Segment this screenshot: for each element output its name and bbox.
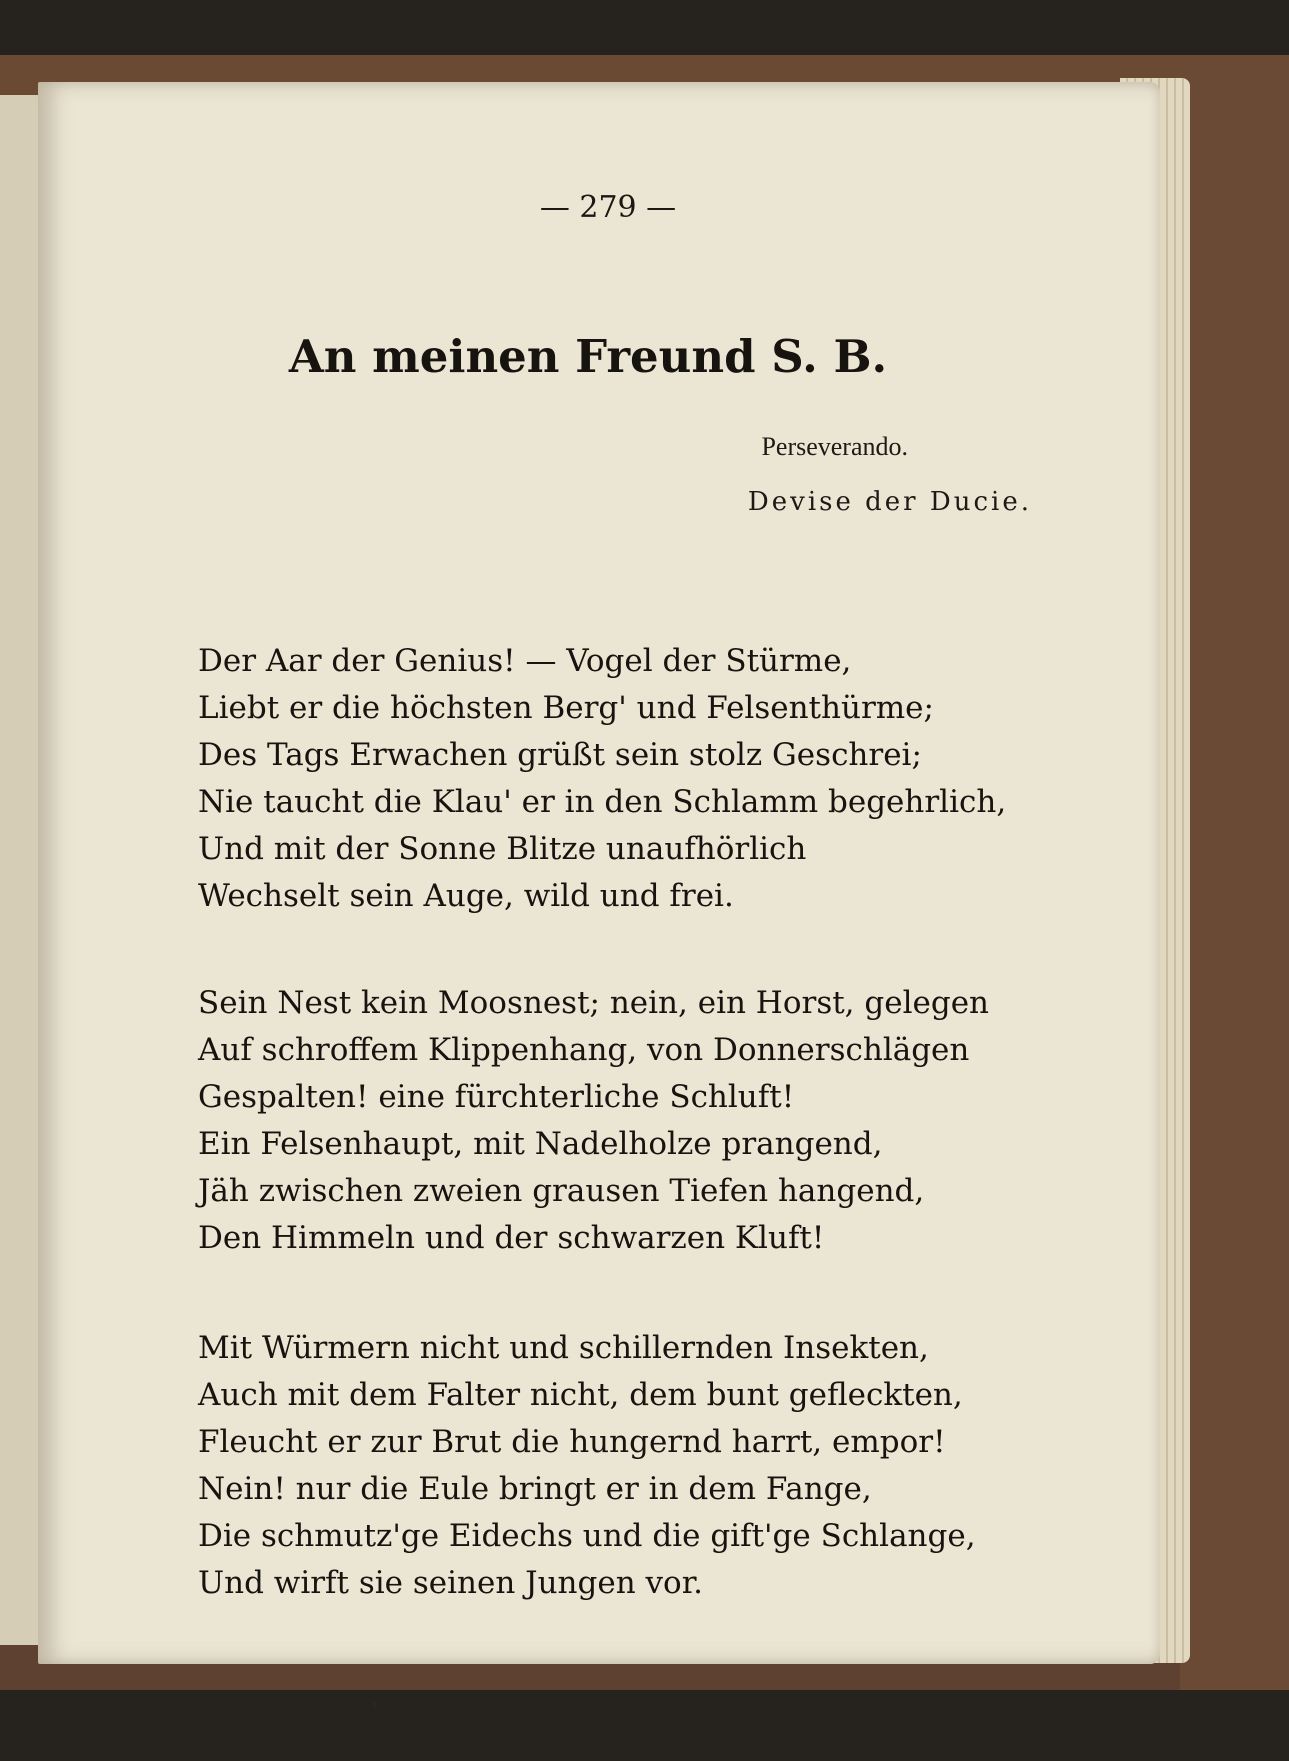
- stanza-3: [198, 1325, 1018, 1607]
- page-number: — 279 —: [539, 190, 677, 225]
- poem-line: Fleucht er zur Brut die hungernd harrt, empor!: [198, 1424, 946, 1460]
- poem-line: Der Aar der Genius! — Vogel der Stürme,: [198, 643, 852, 679]
- poem-line: Die schmutz'ge Eidechs und die gift'ge Schlange,: [198, 1518, 976, 1554]
- poem-line: Nie taucht die Klau' er in den Schlamm begehrlich,: [198, 784, 1007, 820]
- poem-line: Und wirft sie seinen Jungen vor.: [198, 1565, 703, 1601]
- poem-line: Mit Würmern nicht und schillernden Insekten,: [198, 1330, 929, 1366]
- poem-line: Auch mit dem Falter nicht, dem bunt gefleckten,: [198, 1377, 963, 1413]
- poem-title: An meinen Freund S. B.: [288, 330, 888, 383]
- poem-line: Ein Felsenhaupt, mit Nadelholze prangend,: [198, 1126, 883, 1162]
- stanza-2: [198, 980, 1018, 1262]
- poem-line: Sein Nest kein Moosnest; nein, ein Horst, gelegen: [198, 985, 989, 1021]
- poem-line: Nein! nur die Eule bringt er in dem Fange,: [198, 1471, 872, 1507]
- poem-line: Auf schroffem Klippenhang, von Donnerschlägen: [198, 1032, 970, 1068]
- ink-speck: [373, 1702, 377, 1707]
- poem-line: Jäh zwischen zweien grausen Tiefen hangend,: [198, 1173, 925, 1209]
- book-page: [38, 82, 1160, 1664]
- poem-line: Des Tags Erwachen grüßt sein stolz Geschrei;: [198, 737, 922, 773]
- poem-line: Den Himmeln und der schwarzen Kluft!: [198, 1220, 825, 1256]
- stanza-1: [198, 638, 1018, 920]
- poem-line: Und mit der Sonne Blitze unaufhörlich: [198, 831, 807, 867]
- poem-line: Gespalten! eine fürchterliche Schluft!: [198, 1079, 795, 1115]
- motto-attribution: Devise der Ducie.: [747, 487, 1032, 517]
- poem-line: Liebt er die höchsten Berg' und Felsenthürme;: [198, 690, 934, 726]
- motto: Perseverando.: [761, 432, 908, 461]
- binding-right: [1180, 55, 1289, 1690]
- poem-line: Wechselt sein Auge, wild und frei.: [198, 878, 734, 914]
- facing-page-edge: [0, 95, 42, 1645]
